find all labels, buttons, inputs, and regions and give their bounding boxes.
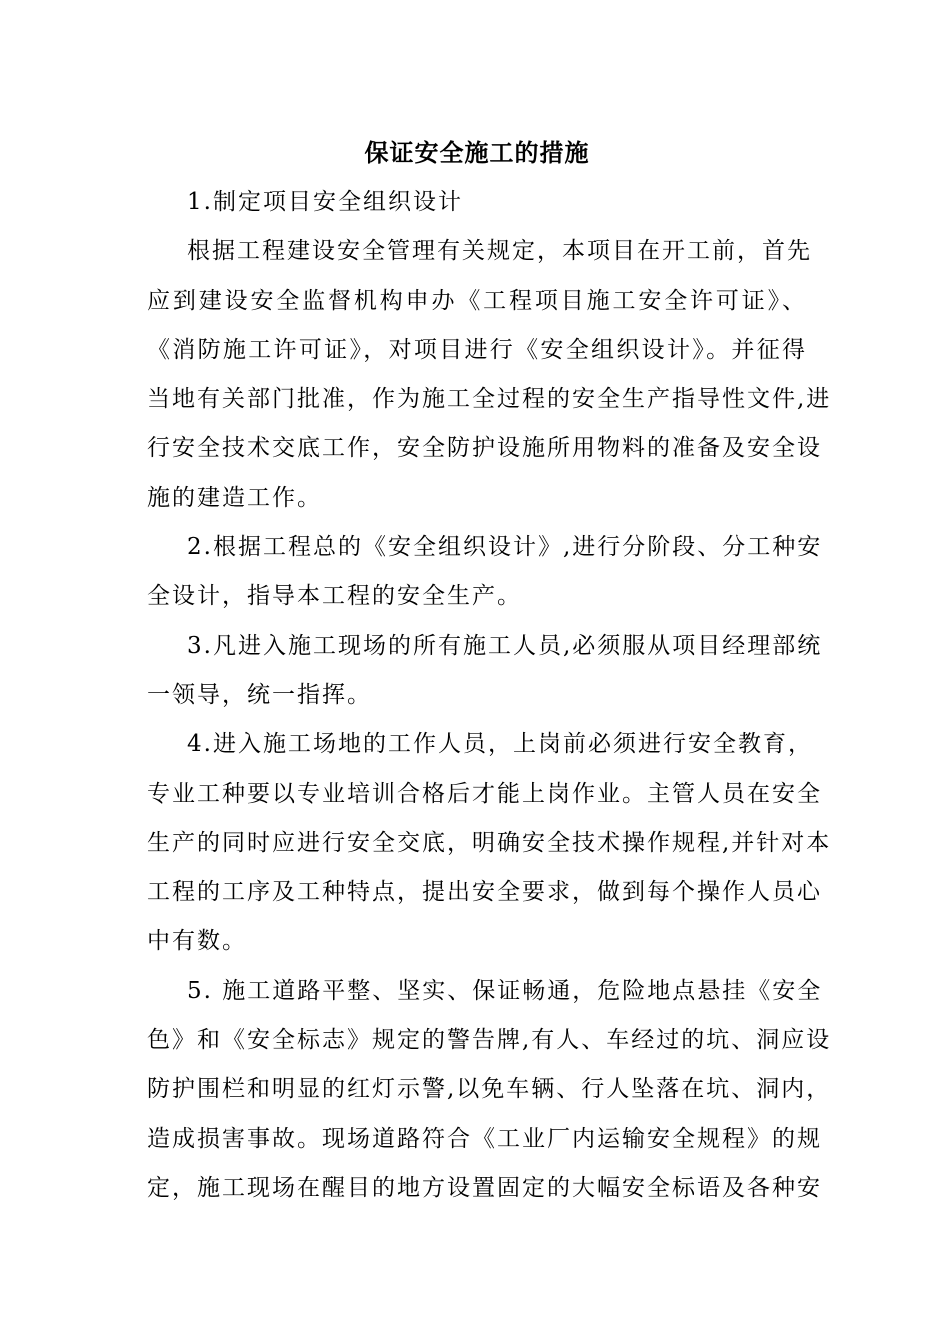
text-line: 5. 施工道路平整、坚实、保证畅通，危险地点悬挂《安全: [187, 977, 823, 1004]
document-title: 保证安全施工的措施: [364, 138, 590, 167]
text-line: 防护围栏和明显的红灯示警,以免车辆、行人坠落在坑、洞内，: [147, 1076, 832, 1103]
text-line: 1.制定项目安全组织设计: [187, 189, 463, 215]
text-line: 全设计，指导本工程的安全生产。: [147, 583, 522, 610]
text-line: 造成损害事故。现场道路符合《工业厂内运输安全规程》的规: [147, 1125, 822, 1152]
text-line: 《消防施工许可证》，对项目进行《安全组织设计》。并征得: [147, 336, 807, 363]
text-line: 4.进入施工场地的工作人员，上岗前必须进行安全教育，: [187, 731, 813, 758]
text-line: 一领导，统一指挥。: [147, 681, 372, 708]
text-line: 专业工种要以专业培训合格后才能上岗作业。主管人员在安全: [147, 780, 822, 807]
text-line: 3.凡进入施工现场的所有施工人员,必须服从项目经理部统: [187, 632, 823, 659]
text-line: 根据工程建设安全管理有关规定，本项目在开工前，首先: [187, 238, 812, 265]
text-line: 应到建设安全监督机构申办《工程项目施工安全许可证》、: [147, 287, 807, 314]
text-line: 定，施工现场在醒目的地方设置固定的大幅安全标语及各种安: [147, 1174, 822, 1201]
text-line: 当地有关部门批准，作为施工全过程的安全生产指导性文件,进: [147, 386, 832, 413]
text-line: 施的建造工作。: [147, 484, 322, 511]
paragraph-2: [147, 523, 823, 622]
paragraph-1: [147, 227, 832, 523]
paragraph-5: [147, 967, 832, 1213]
paragraph-4: [147, 720, 832, 966]
document-page: [147, 128, 832, 1213]
text-line: 行安全技术交底工作，安全防护设施所用物料的准备及安全设: [147, 435, 822, 462]
paragraph-3: [147, 622, 823, 721]
text-line: 生产的同时应进行安全交底，明确安全技术操作规程,并针对本: [147, 829, 832, 856]
text-line: 2.根据工程总的《安全组织设计》,进行分阶段、分工种安: [187, 534, 823, 561]
text-line: 中有数。: [147, 928, 247, 955]
section-heading-1: [147, 178, 807, 227]
text-line: 工程的工序及工种特点，提出安全要求，做到每个操作人员心: [147, 879, 822, 906]
text-line: 色》和《安全标志》规定的警告牌,有人、车经过的坑、洞应设: [147, 1027, 832, 1054]
